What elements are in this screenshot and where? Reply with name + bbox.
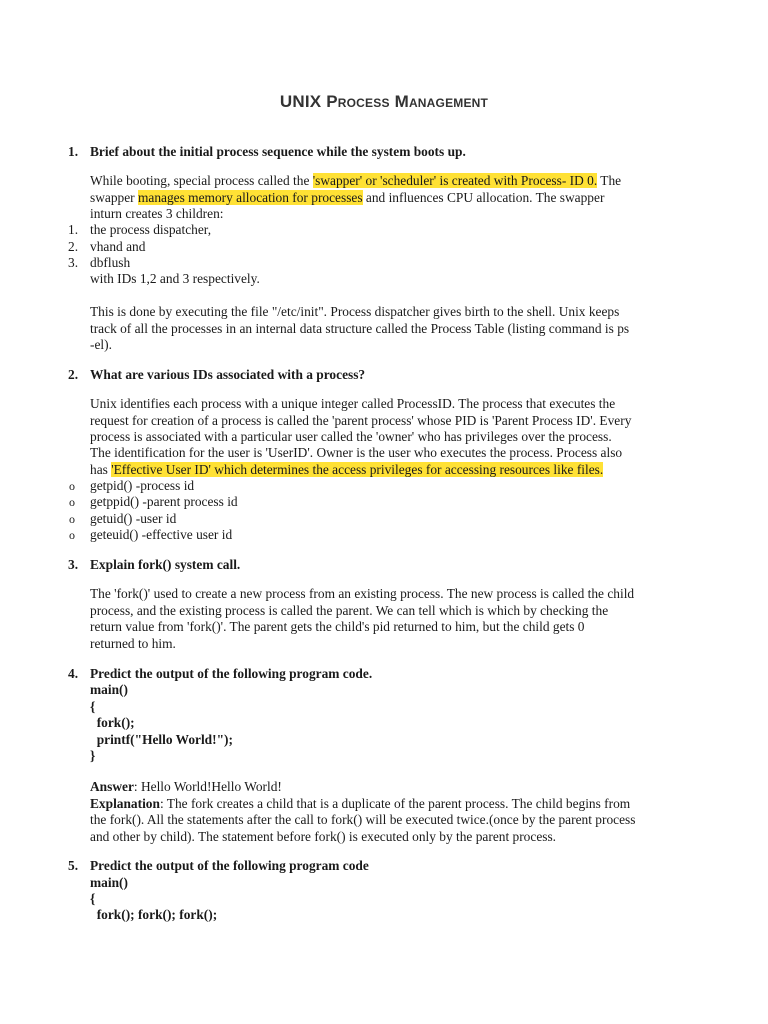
q2-line-2: request for creation of a process is called the 'parent process' whose PID is 'Parent Process ID'. Every bbox=[90, 413, 632, 428]
q4-explanation-line-2: the fork(). All the statements after the call to fork() will be executed twice.(once by the parent process bbox=[90, 812, 636, 827]
q1-child-number: 1. bbox=[68, 222, 79, 237]
q4-code-line: { bbox=[90, 699, 96, 714]
q2-highlight-euid: 'Effective User ID' which determines the access privileges for accessing resources like files. bbox=[111, 462, 604, 477]
q4-answer bbox=[90, 779, 282, 795]
q2-line-4: The identification for the user is 'UserID'. Owner is the user who executes the process. Process also bbox=[90, 445, 623, 460]
q1-question: Brief about the initial process sequence while the system boots up. bbox=[90, 144, 466, 159]
q1-init-line-1: This is done by executing the file "/etc/init". Process dispatcher gives birth to the shell. Unix keeps bbox=[90, 304, 620, 319]
q4-explanation-line-1 bbox=[90, 796, 630, 812]
q5-number: 5. bbox=[68, 858, 79, 873]
q1-text: The bbox=[597, 173, 622, 188]
q1-child-item: vhand and bbox=[90, 239, 146, 254]
q3-line-3: return value from 'fork()'. The parent gets the child's pid returned to him, but the child gets 0 bbox=[90, 619, 585, 634]
q4-question: Predict the output of the following program code. bbox=[90, 666, 373, 681]
q4-code-line: printf("Hello World!"); bbox=[90, 732, 233, 747]
q2-number: 2. bbox=[68, 367, 79, 382]
bullet-marker: o bbox=[69, 479, 75, 493]
explanation-label: Explanation bbox=[90, 796, 160, 811]
q2-bullet-item: getppid() -parent process id bbox=[90, 494, 238, 509]
q1-ids-line: with IDs 1,2 and 3 respectively. bbox=[90, 271, 260, 286]
q3-line-4: returned to him. bbox=[90, 636, 176, 651]
q2-bullet-item: geteuid() -effective user id bbox=[90, 527, 233, 542]
q1-child-number: 3. bbox=[68, 255, 79, 270]
answer-text: : Hello World!Hello World! bbox=[133, 779, 282, 794]
q1-init-line-2: track of all the processes in an internal data structure called the Process Table (listing command is ps bbox=[90, 321, 630, 336]
q1-number: 1. bbox=[68, 144, 79, 159]
answer-label: Answer bbox=[90, 779, 134, 794]
bullet-marker: o bbox=[69, 495, 75, 509]
q5-code-line: main() bbox=[90, 875, 128, 890]
q4-code-line: fork(); bbox=[90, 715, 135, 730]
q2-bullet-item: getuid() -user id bbox=[90, 511, 177, 526]
q1-child-item: the process dispatcher, bbox=[90, 222, 212, 237]
bullet-marker: o bbox=[69, 512, 75, 526]
q1-text: and influences CPU allocation. The swapper bbox=[362, 190, 605, 205]
q4-code-line: main() bbox=[90, 682, 128, 697]
q1-child-number: 2. bbox=[68, 239, 79, 254]
q1-text: swapper bbox=[90, 190, 138, 205]
q1-init-line-3: -el). bbox=[90, 337, 112, 352]
q4-explanation-line-3: and other by child). The statement before fork() is executed only by the parent process. bbox=[90, 829, 557, 844]
q2-line-1: Unix identifies each process with a unique integer called ProcessID. The process that executes the bbox=[90, 396, 616, 411]
q1-paragraph-line-1 bbox=[90, 173, 621, 189]
q2-line-3: process is associated with a particular user called the 'owner' who has privileges over the process. bbox=[90, 429, 612, 444]
q3-line-2: process, and the existing process is called the parent. We can tell which is which by checking the bbox=[90, 603, 609, 618]
q5-code-line: fork(); fork(); fork(); bbox=[90, 907, 218, 922]
q5-code-line: { bbox=[90, 891, 96, 906]
q1-child-item: dbflush bbox=[90, 255, 131, 270]
q1-paragraph-line-2 bbox=[90, 190, 604, 206]
explanation-text: : The fork creates a child that is a duplicate of the parent process. The child begins from bbox=[159, 796, 631, 811]
q3-number: 3. bbox=[68, 557, 79, 572]
q2-bullet-item: getpid() -process id bbox=[90, 478, 195, 493]
bullet-marker: o bbox=[69, 528, 75, 542]
q5-question: Predict the output of the following program code bbox=[90, 858, 369, 873]
document-title: UNIX Process Management bbox=[279, 92, 489, 111]
q1-highlight-memory: manages memory allocation for processes bbox=[137, 190, 363, 205]
q1-paragraph-line-3: inturn creates 3 children: bbox=[90, 206, 224, 221]
q2-text: has bbox=[90, 462, 112, 477]
q4-code-line: } bbox=[90, 748, 96, 763]
q2-question: What are various IDs associated with a process? bbox=[90, 367, 366, 382]
q4-number: 4. bbox=[68, 666, 79, 681]
q1-highlight-swapper: 'swapper' or 'scheduler' is created with Process- ID 0. bbox=[312, 173, 598, 188]
q3-line-1: The 'fork()' used to create a new process from an existing process. The new process is called the child bbox=[90, 586, 635, 601]
q1-text: While booting, special process called the bbox=[90, 173, 313, 188]
q3-question: Explain fork() system call. bbox=[90, 557, 241, 572]
q2-line-5 bbox=[90, 462, 603, 478]
